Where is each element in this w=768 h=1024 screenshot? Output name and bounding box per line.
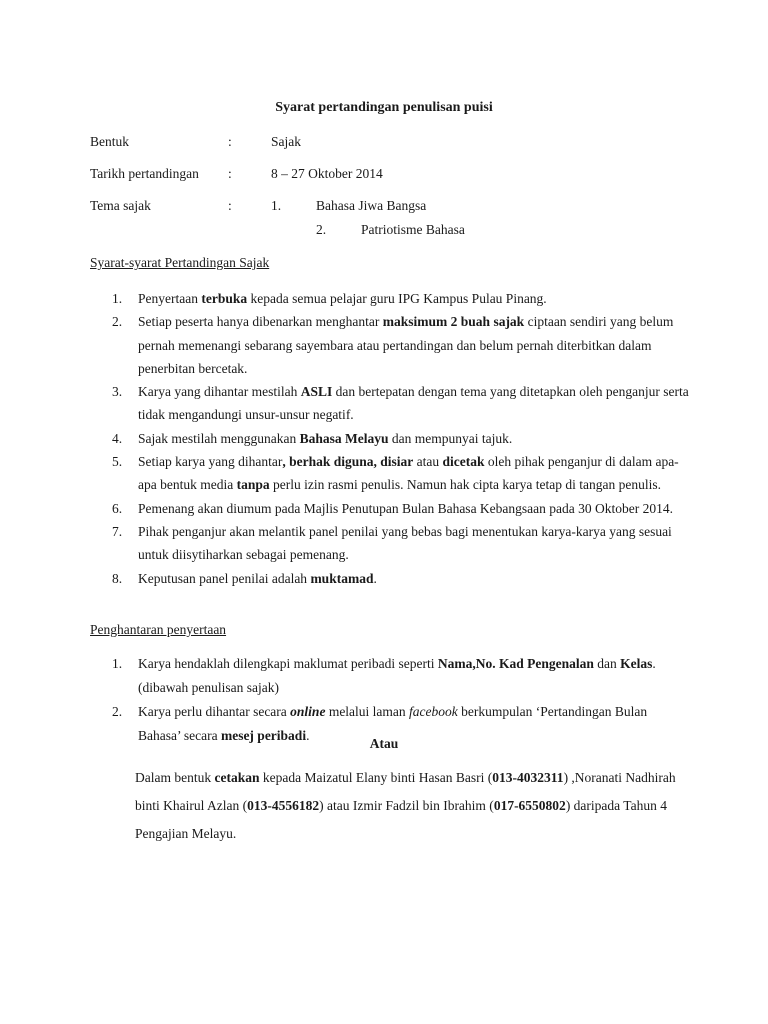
list-number: 2. — [112, 704, 123, 719]
list-item — [90, 567, 690, 590]
section-heading-syarat: Syarat-syarat Pertandingan Sajak — [90, 255, 270, 270]
item-bold-text: ASLI — [300, 384, 333, 400]
item-text: dan mempunyai tajuk. — [388, 430, 513, 446]
item-text: kepada Maizatul Elany binti Hasan Basri ( — [259, 770, 493, 785]
item-text: ) daripada Tahun 4 Pengajian Melayu. — [135, 798, 667, 841]
item-bold-text: tanpa — [236, 477, 270, 493]
item-text: Karya yang dihantar mestilah — [138, 384, 301, 400]
item-text: . (dibawah penulisan sajak) — [138, 656, 656, 695]
item-italic-text: facebook — [409, 704, 458, 719]
item-bold-text: maksimum 2 buah sajak — [382, 314, 525, 330]
item-text: Setiap karya yang dihantar — [138, 454, 283, 470]
item-text: kepada semua pelajar guru IPG Kampus Pulau Pinang. — [247, 291, 547, 306]
item-text: dan — [593, 656, 621, 671]
field-colon-tarikh: : — [228, 166, 232, 181]
item-text: ) atau Izmir Fadzil bin Ibrahim ( — [319, 798, 494, 813]
item-text: Karya perlu dihantar secara — [138, 704, 291, 719]
list-number: 1. — [112, 656, 123, 671]
item-text: Pemenang akan diumum pada Majlis Penutupan Bulan Bahasa Kebangsaan pada 30 Oktober 2014. — [138, 500, 673, 516]
item-text: Sajak mestilah menggunakan — [138, 430, 300, 446]
list-number: 5. — [112, 454, 123, 470]
list-number: 4. — [112, 430, 123, 446]
list-number: 8. — [112, 570, 123, 586]
syarat-list — [90, 287, 690, 590]
item-bold-text: Nama,No. Kad Pengenalan — [437, 656, 594, 671]
atau-heading: Atau — [369, 736, 399, 751]
item-text: Keputusan panel penilai adalah — [138, 570, 311, 586]
phone-number: 013-4556182 — [247, 798, 320, 813]
field-colon-bentuk: : — [228, 134, 232, 149]
item-text: berkumpulan ‘Pertandingan Bulan Bahasa’ secara — [138, 704, 648, 743]
item-bold-text: dicetak — [442, 454, 485, 470]
field-value-tarikh: 8 – 27 Oktober 2014 — [271, 166, 383, 181]
list-item — [90, 427, 690, 450]
item-text: ciptaan sendiri yang belum pernah memenangi sebarang sayembara atau pertandingan dan belum pernah diterbitkan dalam penerbitan bercetak. — [138, 314, 674, 376]
list-number: 6. — [112, 500, 123, 516]
list-item — [90, 380, 690, 427]
item-text: . — [306, 728, 310, 743]
list-number: 7. — [112, 523, 123, 539]
tema-item-text: Patriotisme Bahasa — [361, 222, 465, 237]
item-text: . — [373, 570, 377, 586]
item-text: oleh pihak penganjur di dalam apa-apa bentuk media — [138, 454, 679, 493]
item-text: Karya hendaklah dilengkapi maklumat peribadi seperti — [138, 656, 438, 671]
item-bold-text: Bahasa Melayu — [299, 430, 389, 446]
list-item — [90, 310, 690, 380]
page-title: Syarat pertandingan penulisan puisi — [275, 100, 493, 115]
item-text: dan bertepatan dengan tema yang ditetapkan oleh penganjur serta tidak mengandungi unsur-unsur negatif. — [138, 384, 689, 423]
list-item — [90, 652, 690, 700]
item-text: Dalam bentuk — [135, 770, 215, 785]
item-text: Penyertaan — [138, 291, 202, 306]
tema-item-number: 2. — [316, 222, 327, 237]
item-text: atau — [413, 454, 443, 470]
item-text: Setiap peserta hanya dibenarkan menghantar — [138, 314, 383, 330]
item-bold-italic-text: online — [290, 704, 326, 719]
field-label-bentuk: Bentuk — [90, 134, 129, 149]
item-text: ) ,Noranati Nadhirah binti Khairul Azlan ( — [135, 770, 676, 813]
item-bold-text: terbuka — [201, 291, 248, 306]
penghantaran-list — [90, 652, 690, 748]
item-bold-text: , berhak diguna, disiar — [282, 454, 414, 470]
field-colon-tema: : — [228, 198, 232, 213]
list-item — [90, 287, 690, 310]
list-number: 1. — [112, 291, 123, 306]
field-value-bentuk: Sajak — [271, 134, 301, 149]
field-label-tema: Tema sajak — [90, 198, 151, 213]
list-number: 2. — [112, 314, 123, 330]
item-bold-text: cetakan — [214, 770, 260, 785]
section-heading-penghantaran: Penghantaran penyertaan — [90, 622, 227, 637]
tema-item-number: 1. — [271, 198, 282, 213]
item-text: melalui laman — [325, 704, 410, 719]
phone-number: 013-4032311 — [492, 770, 564, 785]
list-number: 3. — [112, 384, 123, 400]
item-bold-text: muktamad — [310, 570, 374, 586]
phone-number: 017-6550802 — [493, 798, 566, 813]
item-text: perlu izin rasmi penulis. Namun hak cipta karya tetap di tangan penulis. — [269, 477, 661, 493]
field-label-tarikh: Tarikh pertandingan — [90, 166, 199, 181]
list-item — [90, 520, 690, 567]
list-item — [90, 450, 690, 497]
item-bold-text: mesej peribadi — [220, 728, 307, 743]
tema-item-text: Bahasa Jiwa Bangsa — [316, 198, 427, 213]
list-item — [90, 497, 690, 520]
item-bold-text: Kelas — [620, 656, 653, 671]
item-text: Pihak penganjur akan melantik panel penilai yang bebas bagi menentukan karya-karya yang sesuai untuk diisytiharkan sebagai pemenang. — [138, 523, 672, 563]
cetakan-paragraph — [135, 764, 695, 848]
